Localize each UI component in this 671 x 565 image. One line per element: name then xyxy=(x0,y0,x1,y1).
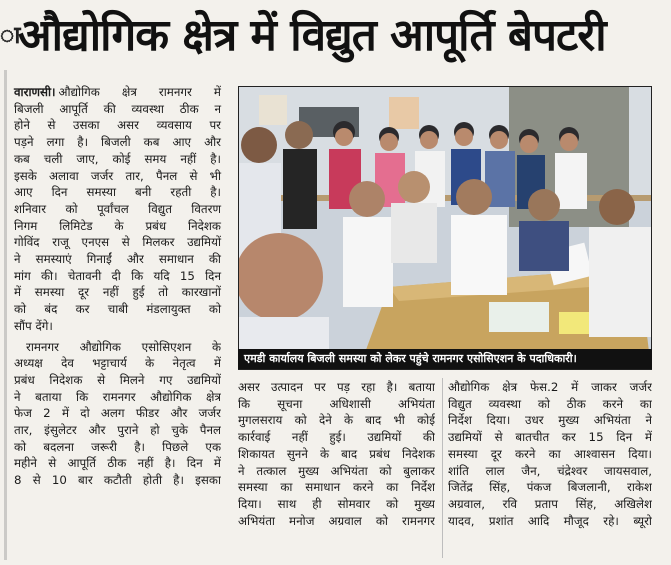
para1-line: पड़ने लगा है। बिजली कब आए और xyxy=(14,135,221,150)
para1-first-line xyxy=(14,84,221,101)
photo-caption: एमडी कार्यालय बिजली समस्या को लेकर पहुंचे रामनगर एसोसिएशन के पदाधिकारी। xyxy=(238,349,652,369)
dateline: वाराणसी। xyxy=(14,85,56,99)
para1-line: सौंप देंगे। xyxy=(14,318,53,333)
para1-line: को बंद कर चाबी मंडलायुक्त को xyxy=(14,302,221,317)
col3-line: निर्देश दिया। उधर मुख्य अभियंता ने xyxy=(448,413,652,428)
para1-line: गोविंद राजू एनएस से मिलकर उद्यमियों xyxy=(14,235,221,250)
col3-line: समस्या दूर करने का आश्वासन दिया। xyxy=(448,446,652,461)
left-margin-rule xyxy=(4,70,7,560)
headline: औद्योगिक क्षेत्र में विद्युत आपूर्ति बेपटरी xyxy=(18,10,606,61)
column-divider-2 xyxy=(442,378,443,558)
col3-line: शांति लाल जैन, चंद्रेश्वर जायसवाल, xyxy=(448,463,652,478)
para2-line: ने बताया कि रामनगर औद्योगिक क्षेत्र xyxy=(14,389,221,404)
para2-line: फेज 2 में दो अलग फीडर और जर्जर xyxy=(14,406,221,421)
col3-line: विद्युत व्यवस्था को ठीक करने का xyxy=(448,396,652,411)
para2-line: महीने से आपूर्ति ठीक नहीं है। दिन में xyxy=(14,456,221,471)
para1-line: आए दिन समस्या बनी रहती है। xyxy=(14,185,221,200)
col2-line: ने तत्काल मुख्य अभियंता को बुलाकर xyxy=(238,463,435,478)
para2-line: को बदलना जरूरी है। पिछले एक xyxy=(14,439,221,454)
column-edge-mark: ा xyxy=(0,21,21,49)
col2-line: मुगलसराय को देने के बाद भी कोई xyxy=(238,413,435,428)
col2-line: शिकायत सुनने के बाद प्रबंध निदेशक xyxy=(238,446,435,461)
para2-line: प्रबंध निदेशक से मिलने गए उद्यमियों xyxy=(14,372,221,387)
col3-line: जितेंद्र सिंह, पंकज बिजलानी, राकेश xyxy=(448,480,652,495)
para1-line: कब चली जाए, कोई समय नहीं है। xyxy=(14,151,221,166)
meeting-photo-illustration xyxy=(239,87,651,369)
col2-line: समस्या का समाधान करने का निर्देश xyxy=(238,480,435,495)
para2-line: अध्यक्ष देव भट्टाचार्य के नेतृत्व में xyxy=(14,356,221,371)
col3-line: अग्रवाल, रवि प्रताप सिंह, अखिलेश xyxy=(448,496,652,511)
para2-line: तार, इंसुलेटर और पुराने हो चुके पैनल xyxy=(14,423,221,438)
col2-line: अभियंता मनोज अग्रवाल को रामनगर xyxy=(238,513,435,528)
para1-line: बिजली आपूर्ति की व्यवस्था ठीक न xyxy=(14,101,221,116)
article-column-3 xyxy=(448,379,652,529)
col2-line: दिया। साथ ही सोमवार को मुख्य xyxy=(238,496,435,511)
article-column-2 xyxy=(238,379,435,529)
para1-line: मांग की। चेतावनी दी कि यदि 15 दिन xyxy=(14,268,221,283)
col2-line: असर उत्पादन पर पड़ रहा है। बताया xyxy=(238,380,435,394)
para2-line: 8 से 10 बार कटौती होती है। इसका xyxy=(14,473,221,488)
para1-line: ने समस्याएं गिनाईं और समाधान की xyxy=(14,252,221,267)
para1-line: निगम लिमिटेड के प्रबंध निदेशक xyxy=(14,218,221,233)
col2-line: कि सूचना अधिशासी अभियंता xyxy=(238,396,435,411)
para1-line: इसके अलावा जर्जर तार, पैनल से भी xyxy=(14,168,221,183)
para1-line: औद्योगिक क्षेत्र रामनगर में xyxy=(58,85,221,99)
article-column-1 xyxy=(14,84,221,489)
col2-line: कार्रवाई नहीं हुई। उद्यमियों की xyxy=(238,430,435,445)
para1-line: शनिवार को पूर्वांचल विद्युत वितरण xyxy=(14,201,221,216)
news-photo xyxy=(238,86,652,370)
col3-line: औद्योगिक क्षेत्र फेस.2 में जाकर जर्जर xyxy=(448,380,652,394)
col3-line: उद्यमियों से बातचीत कर 15 दिन में xyxy=(448,430,652,445)
col3-line: यादव, प्रशांत आदि मौजूद रहे। ब्यूरो xyxy=(448,513,652,528)
para1-line: होने से उसका असर व्यवसाय पर xyxy=(14,118,221,133)
para2-line: रामनगर औद्योगिक एसोसिएशन के xyxy=(26,339,221,354)
para1-line: में समस्या दूर नहीं हुई तो कारखानों xyxy=(14,285,221,300)
